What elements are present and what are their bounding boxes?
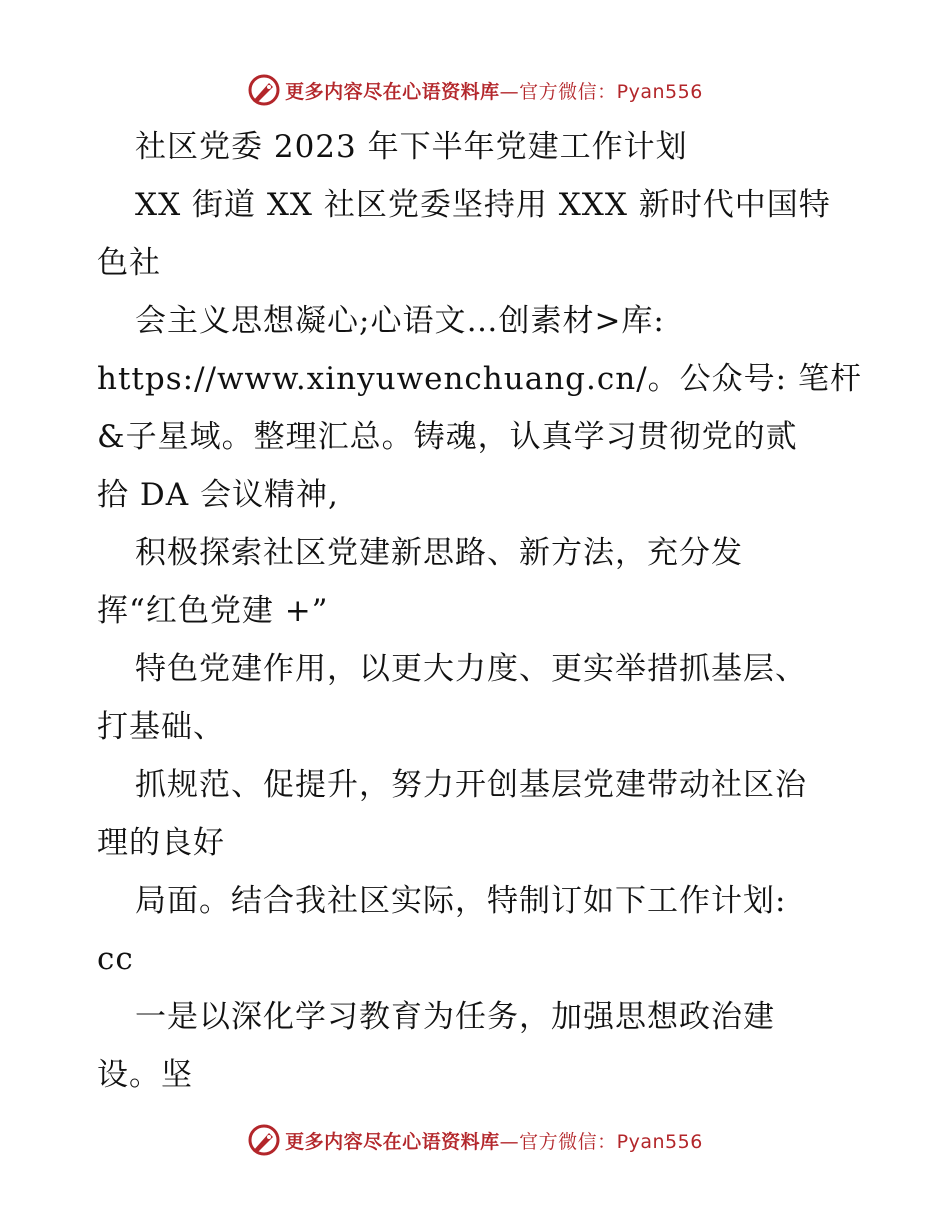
- paragraph-line: 设。坚: [97, 1057, 193, 1093]
- footer-banner-wechat: 官方微信：Pyan556: [519, 1130, 703, 1153]
- pen-nib-logo-icon: [247, 73, 281, 107]
- paragraph-line: 挥“红色党建 +”: [97, 593, 329, 629]
- paragraph-line: &子星域。整理汇总。铸魂，认真学习贯彻党的贰: [97, 419, 798, 455]
- paragraph-line: 局面。结合我社区实际，特制订如下工作计划:: [135, 883, 787, 919]
- footer-banner-text: [285, 1127, 703, 1154]
- footer-banner: [0, 1120, 950, 1160]
- paragraph-line: 色社: [97, 245, 161, 281]
- header-banner-wechat: 官方微信：Pyan556: [519, 80, 703, 103]
- paragraph-line: cc: [97, 941, 134, 977]
- paragraph-line: 会主义思想凝心;心语文…创素材>库:: [135, 303, 665, 339]
- paragraph-line: 特色党建作用，以更大力度、更实举措抓基层、: [135, 651, 807, 687]
- paragraph-line: XX 街道 XX 社区党委坚持用 XXX 新时代中国特: [135, 187, 831, 223]
- footer-banner-dash: —: [499, 1130, 520, 1153]
- header-banner-text: [285, 77, 703, 104]
- paragraph-line: 积极探索社区党建新思路、新方法，充分发: [135, 535, 743, 571]
- header-banner-title: 更多内容尽在心语资料库: [285, 80, 500, 103]
- paragraph-line: 抓规范、促提升，努力开创基层党建带动社区治: [135, 767, 807, 803]
- paragraph-line: 一是以深化学习教育为任务，加强思想政治建: [135, 999, 775, 1035]
- document-title: 社区党委 2023 年下半年党建工作计划: [135, 129, 688, 165]
- footer-banner-title: 更多内容尽在心语资料库: [285, 1130, 500, 1153]
- pen-nib-logo-icon: [247, 1123, 281, 1157]
- paragraph-line: 打基础、: [97, 709, 225, 745]
- document-body: [97, 118, 867, 1104]
- paragraph-line: 拾 DA 会议精神,: [97, 477, 339, 513]
- paragraph-line: https://www.xinyuwenchuang.cn/。公众号: 笔杆: [97, 361, 862, 397]
- header-banner-dash: —: [499, 80, 520, 103]
- paragraph-line: 理的良好: [97, 825, 225, 861]
- header-banner: [0, 70, 950, 110]
